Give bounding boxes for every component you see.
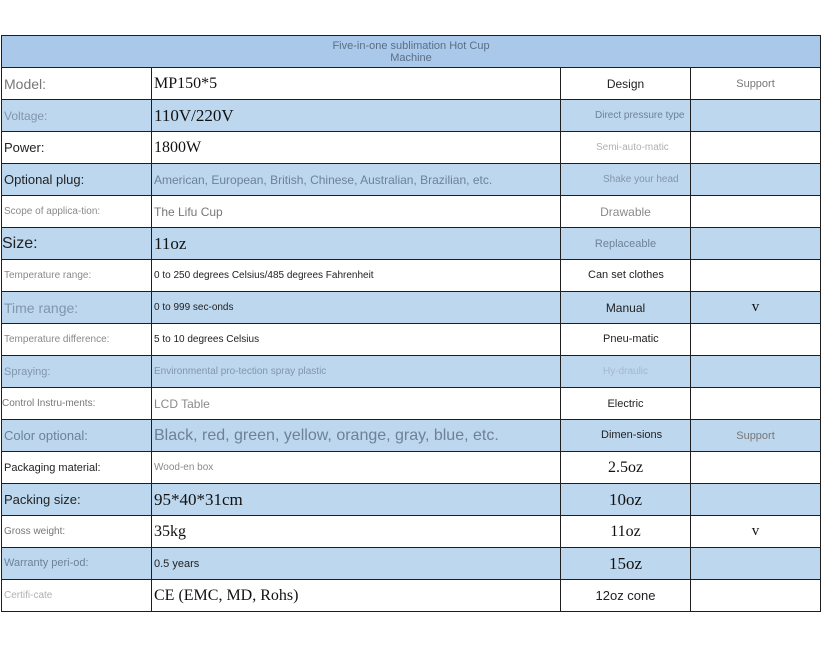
label-scope: Scope of applica-tion: (2, 196, 152, 228)
support-pneumatic (691, 324, 821, 356)
support-manual: v (691, 292, 821, 324)
label-packing-size: Packing size: (2, 484, 152, 516)
option-semi-automatic: Semi-auto-matic (561, 132, 691, 164)
value-temperature-difference: 5 to 10 degrees Celsius (152, 324, 561, 356)
label-temperature-range: Temperature range: (2, 260, 152, 292)
label-optional-plug: Optional plug: (2, 164, 152, 196)
size-15oz: 15oz (561, 548, 691, 580)
option-design: Design (561, 68, 691, 100)
option-replaceable: Replaceable (561, 228, 691, 260)
option-direct-pressure: Direct pressure type (561, 100, 691, 132)
table-row (2, 68, 821, 100)
table-row (2, 516, 821, 548)
support-hydraulic (691, 356, 821, 388)
value-power: 1800W (152, 132, 561, 164)
label-warranty-period: Warranty peri-od: (2, 548, 152, 580)
support-15oz (691, 548, 821, 580)
support-replaceable (691, 228, 821, 260)
support-10oz (691, 484, 821, 516)
label-packaging-material: Packaging material: (2, 452, 152, 484)
label-power: Power: (2, 132, 152, 164)
option-pneumatic: Pneu-matic (561, 324, 691, 356)
option-drawable: Drawable (561, 196, 691, 228)
option-electric: Electric (561, 388, 691, 420)
support-11oz: v (691, 516, 821, 548)
option-can-set-clothes: Can set clothes (561, 260, 691, 292)
value-voltage: 110V/220V (152, 100, 561, 132)
table-row (2, 548, 821, 580)
spec-table (1, 35, 821, 612)
value-control-instruments: LCD Table (152, 388, 561, 420)
support-12oz-cone (691, 580, 821, 612)
size-12oz-cone: 12oz cone (561, 580, 691, 612)
table-row (2, 420, 821, 452)
table-row (2, 356, 821, 388)
support-2-5oz (691, 452, 821, 484)
table-row (2, 484, 821, 516)
table-row (2, 452, 821, 484)
label-voltage: Voltage: (2, 100, 152, 132)
table-row (2, 388, 821, 420)
label-spraying: Spraying: (2, 356, 152, 388)
value-gross-weight: 35kg (152, 516, 561, 548)
table-row (2, 324, 821, 356)
value-time-range: 0 to 999 sec-onds (152, 292, 561, 324)
value-spraying: Environmental pro-tection spray plastic (152, 356, 561, 388)
table-row (2, 260, 821, 292)
option-shake-head: Shake your head (561, 164, 691, 196)
value-color-optional: Black, red, green, yellow, orange, gray, blue, etc. (152, 420, 561, 452)
table-title (2, 36, 821, 68)
label-gross-weight: Gross weight: (2, 516, 152, 548)
support-shake-head (691, 164, 821, 196)
value-scope: The Lifu Cup (152, 196, 561, 228)
table-row (2, 196, 821, 228)
support-drawable (691, 196, 821, 228)
value-packaging-material: Wood-en box (152, 452, 561, 484)
value-temperature-range: 0 to 250 degrees Celsius/485 degrees Fahrenheit (152, 260, 561, 292)
table-row (2, 164, 821, 196)
label-size: Size: (2, 228, 152, 260)
label-color-optional: Color optional: (2, 420, 152, 452)
support-design: Support (691, 68, 821, 100)
value-certificate: CE (EMC, MD, Rohs) (152, 580, 561, 612)
support-electric (691, 388, 821, 420)
size-11oz: 11oz (561, 516, 691, 548)
option-dimensions: Dimen-sions (561, 420, 691, 452)
label-control-instruments: Control Instru-ments: (2, 388, 152, 420)
label-time-range: Time range: (2, 292, 152, 324)
table-header-row (2, 36, 821, 68)
value-model: MP150*5 (152, 68, 561, 100)
value-size: 11oz (152, 228, 561, 260)
value-optional-plug: American, European, British, Chinese, Australian, Brazilian, etc. (152, 164, 561, 196)
title-line-1: Five-in-one sublimation Hot Cup (332, 39, 490, 52)
label-temperature-difference: Temperature difference: (2, 324, 152, 356)
support-semi-automatic (691, 132, 821, 164)
support-can-set-clothes (691, 260, 821, 292)
label-model: Model: (2, 68, 152, 100)
size-10oz: 10oz (561, 484, 691, 516)
title-line-2: Machine (390, 51, 432, 64)
option-manual: Manual (561, 292, 691, 324)
value-packing-size: 95*40*31cm (152, 484, 561, 516)
option-hydraulic: Hy-draulic (561, 356, 691, 388)
support-direct-pressure (691, 100, 821, 132)
table-row (2, 100, 821, 132)
table-row (2, 228, 821, 260)
table-row (2, 292, 821, 324)
size-2-5oz: 2.5oz (561, 452, 691, 484)
table-row (2, 132, 821, 164)
value-warranty-period: 0.5 years (152, 548, 561, 580)
support-dimensions: Support (691, 420, 821, 452)
table-row (2, 580, 821, 612)
label-certificate: Certifi-cate (2, 580, 152, 612)
